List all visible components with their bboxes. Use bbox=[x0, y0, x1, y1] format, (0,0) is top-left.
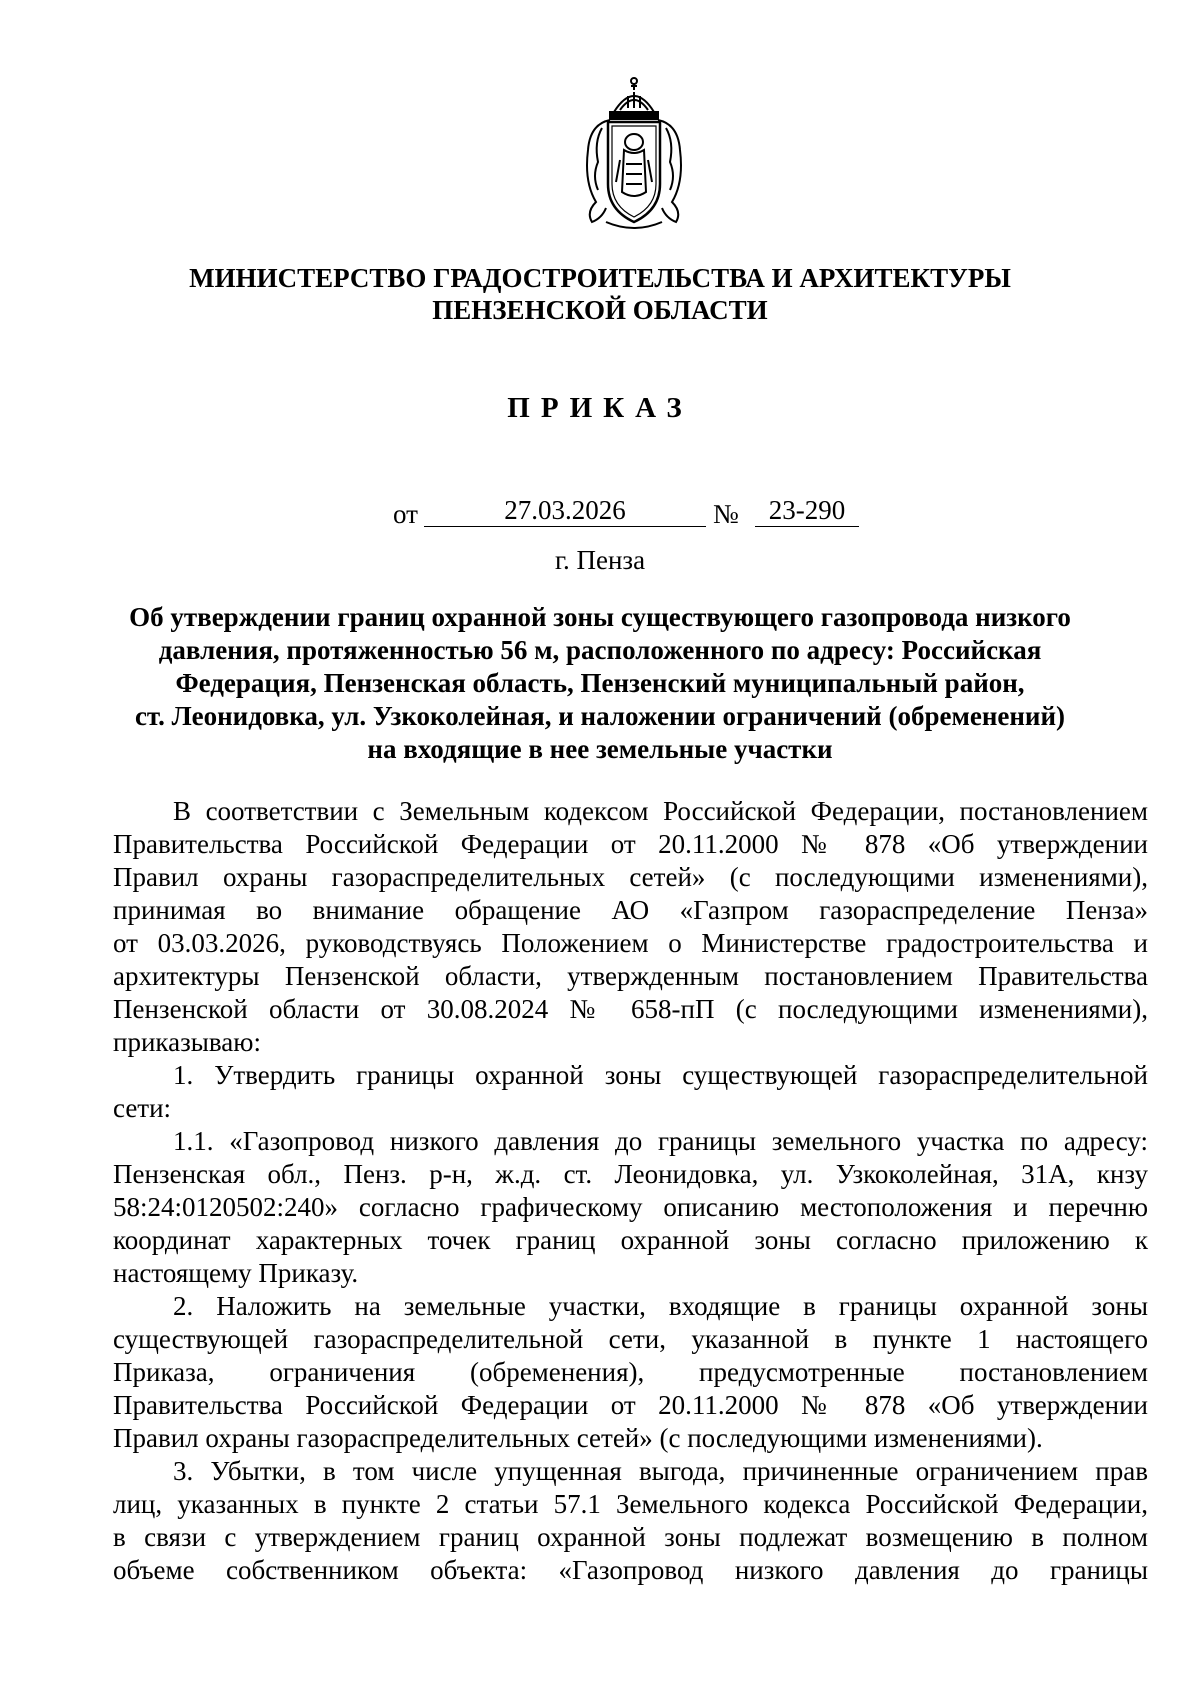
body-line: 2. Наложить на земельные участки, входящие в границы охранной зоны bbox=[173, 1291, 1148, 1321]
body-line: Правительства Российской Федерации от 20.11.2000 № 878 «Об утверждении bbox=[113, 829, 1148, 859]
title-line: на входящие в нее земельные участки bbox=[367, 734, 833, 764]
coat-of-arms-icon bbox=[576, 72, 692, 234]
ministry-name bbox=[0, 262, 1200, 326]
body-line: существующей газораспределительной сети, указанной в пункте 1 настоящего bbox=[113, 1324, 1148, 1354]
date-number-line bbox=[0, 493, 1200, 529]
body-line: лиц, указанных в пункте 2 статьи 57.1 Земельного кодекса Российской Федерации, bbox=[113, 1489, 1148, 1519]
city-name: г. Пенза bbox=[554, 545, 646, 575]
body-line: 58:24:0120502:240» согласно графическому описанию местоположения и перечню bbox=[113, 1192, 1148, 1222]
body-line: принимая во внимание обращение АО «Газпром газораспределение Пенза» bbox=[113, 895, 1148, 925]
body-line: Приказа, ограничения (обременения), предусмотренные постановлением bbox=[113, 1357, 1148, 1387]
title-line: Федерация, Пензенская область, Пензенский муниципальный район, bbox=[175, 668, 1025, 698]
title-line: давления, протяженностью 56 м, расположенного по адресу: Российская bbox=[158, 635, 1042, 665]
ministry-line-1: МИНИСТЕРСТВО ГРАДОСТРОИТЕЛЬСТВА И АРХИТЕКТУРЫ bbox=[189, 263, 1011, 293]
document-number: 23-290 bbox=[768, 495, 846, 525]
number-label: № bbox=[713, 499, 739, 529]
body-line: Правил охраны газораспределительных сетей» (с последующими изменениями). bbox=[113, 1423, 1043, 1453]
document-date: 27.03.2026 bbox=[504, 495, 626, 525]
body-line: Пензенской области от 30.08.2024 № 658-пП (с последующими изменениями), bbox=[113, 994, 1148, 1024]
title-line: Об утверждении границ охранной зоны существующего газопровода низкого bbox=[129, 602, 1071, 632]
body-line: объеме собственником объекта: «Газопровод низкого давления до границы bbox=[113, 1555, 1148, 1585]
date-underline bbox=[424, 526, 706, 527]
body-line: сети: bbox=[113, 1093, 172, 1123]
number-underline bbox=[755, 526, 859, 527]
body-line: В соответствии с Земельным кодексом Российской Федерации, постановлением bbox=[173, 796, 1148, 826]
ministry-line-2: ПЕНЗЕНСКОЙ ОБЛАСТИ bbox=[432, 295, 768, 325]
body-line: от 03.03.2026, руководствуясь Положением о Министерстве градостроительства и bbox=[113, 928, 1148, 958]
body-line: архитектуры Пензенской области, утвержденным постановлением Правительства bbox=[113, 961, 1148, 991]
body-line: в связи с утверждением границ охранной зоны подлежат возмещению в полном bbox=[113, 1522, 1148, 1552]
body-line: настоящему Приказу. bbox=[113, 1258, 359, 1288]
body-line: 1. Утвердить границы охранной зоны существующей газораспределительной bbox=[173, 1060, 1148, 1090]
body-line: координат характерных точек границ охранной зоны согласно приложению к bbox=[113, 1225, 1148, 1255]
body-line: 3. Убытки, в том числе упущенная выгода, причиненные ограничением прав bbox=[173, 1456, 1148, 1486]
title-line: ст. Леонидовка, ул. Узкоколейная, и наложении ограничений (обременений) bbox=[134, 701, 1066, 731]
body-line: приказываю: bbox=[113, 1027, 261, 1057]
date-from-label: от bbox=[393, 499, 418, 529]
body-line: 1.1. «Газопровод низкого давления до границы земельного участка по адресу: bbox=[173, 1126, 1148, 1156]
body-line: Правительства Российской Федерации от 20.11.2000 № 878 «Об утверждении bbox=[113, 1390, 1148, 1420]
document-type-heading: ПРИКАЗ bbox=[507, 392, 693, 424]
body-line: Правил охраны газораспределительных сетей» (с последующими изменениями), bbox=[113, 862, 1148, 892]
document-title bbox=[120, 601, 1080, 766]
document-body bbox=[113, 795, 1148, 1587]
body-line: Пензенская обл., Пенз. р-н, ж.д. ст. Леонидовка, ул. Узкоколейная, 31А, кнзу bbox=[113, 1159, 1148, 1189]
